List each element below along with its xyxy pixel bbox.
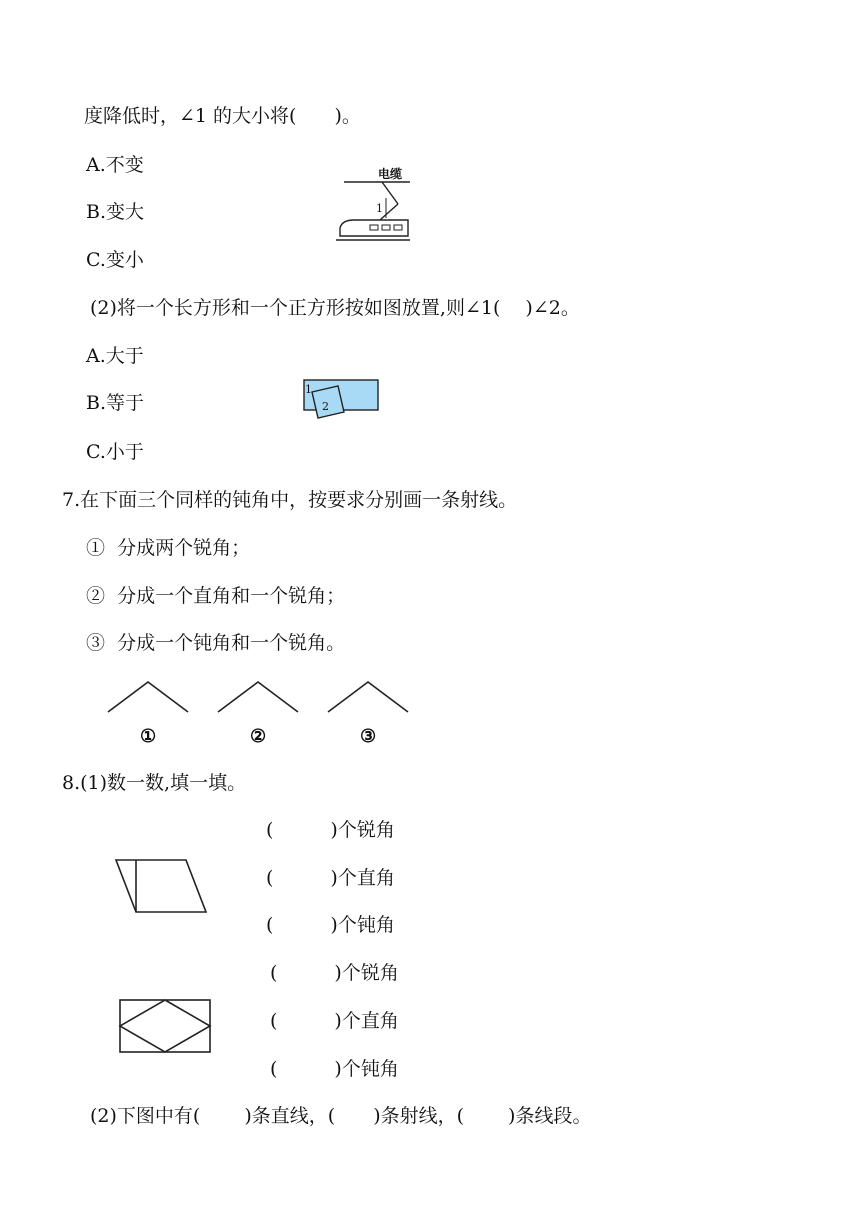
- rectangle-rhombus-figure: [116, 996, 214, 1056]
- angle-2-label: 2: [322, 400, 329, 413]
- option-c: C.变小: [86, 249, 144, 271]
- option-a: A.不变: [86, 154, 144, 176]
- option-c: C.小于: [86, 441, 144, 463]
- obtuse-angles-figure: [100, 676, 420, 752]
- option-a: A.大于: [86, 345, 144, 367]
- angle-label-3: ③: [360, 726, 377, 747]
- rectangle-square-figure: [298, 376, 382, 426]
- obtuse-angle-blank[interactable]: ( )个钝角: [266, 914, 395, 936]
- parallelogram-figure: [110, 856, 210, 916]
- angle-1-label: 1: [376, 202, 383, 215]
- option-b: B.变大: [86, 201, 145, 223]
- question-6-2-stem: (2)将一个长方形和一个正方形按如图放置,则∠1( )∠2。: [90, 297, 580, 319]
- q7-requirement-3: ③ 分成一个钝角和一个锐角。: [86, 632, 346, 654]
- angle-label-1: ①: [140, 726, 157, 747]
- question-6-intro: 度降低时，∠1 的大小将( )。: [84, 105, 361, 127]
- obtuse-angle-blank[interactable]: ( )个钝角: [270, 1058, 399, 1080]
- question-7-stem: 7.在下面三个同样的钝角中，按要求分别画一条射线。: [62, 489, 518, 511]
- angle-1-label: 1: [305, 383, 312, 396]
- q7-requirement-2: ② 分成一个直角和一个锐角；: [86, 585, 346, 607]
- angle-label-2: ②: [250, 726, 267, 747]
- cable-label: 电缆: [378, 167, 403, 181]
- right-angle-blank[interactable]: ( )个直角: [266, 867, 395, 889]
- acute-angle-blank[interactable]: ( )个锐角: [270, 962, 399, 984]
- question-8-1-stem: 8.(1)数一数,填一填。: [62, 772, 247, 794]
- acute-angle-blank[interactable]: ( )个锐角: [266, 819, 395, 841]
- question-8-2-stem: (2)下图中有( )条直线，( )条射线，( )条线段。: [90, 1105, 592, 1127]
- right-angle-blank[interactable]: ( )个直角: [270, 1010, 399, 1032]
- option-b: B.等于: [86, 392, 145, 414]
- train-cable-figure: [330, 160, 420, 250]
- q7-requirement-1: ① 分成两个锐角；: [86, 537, 251, 559]
